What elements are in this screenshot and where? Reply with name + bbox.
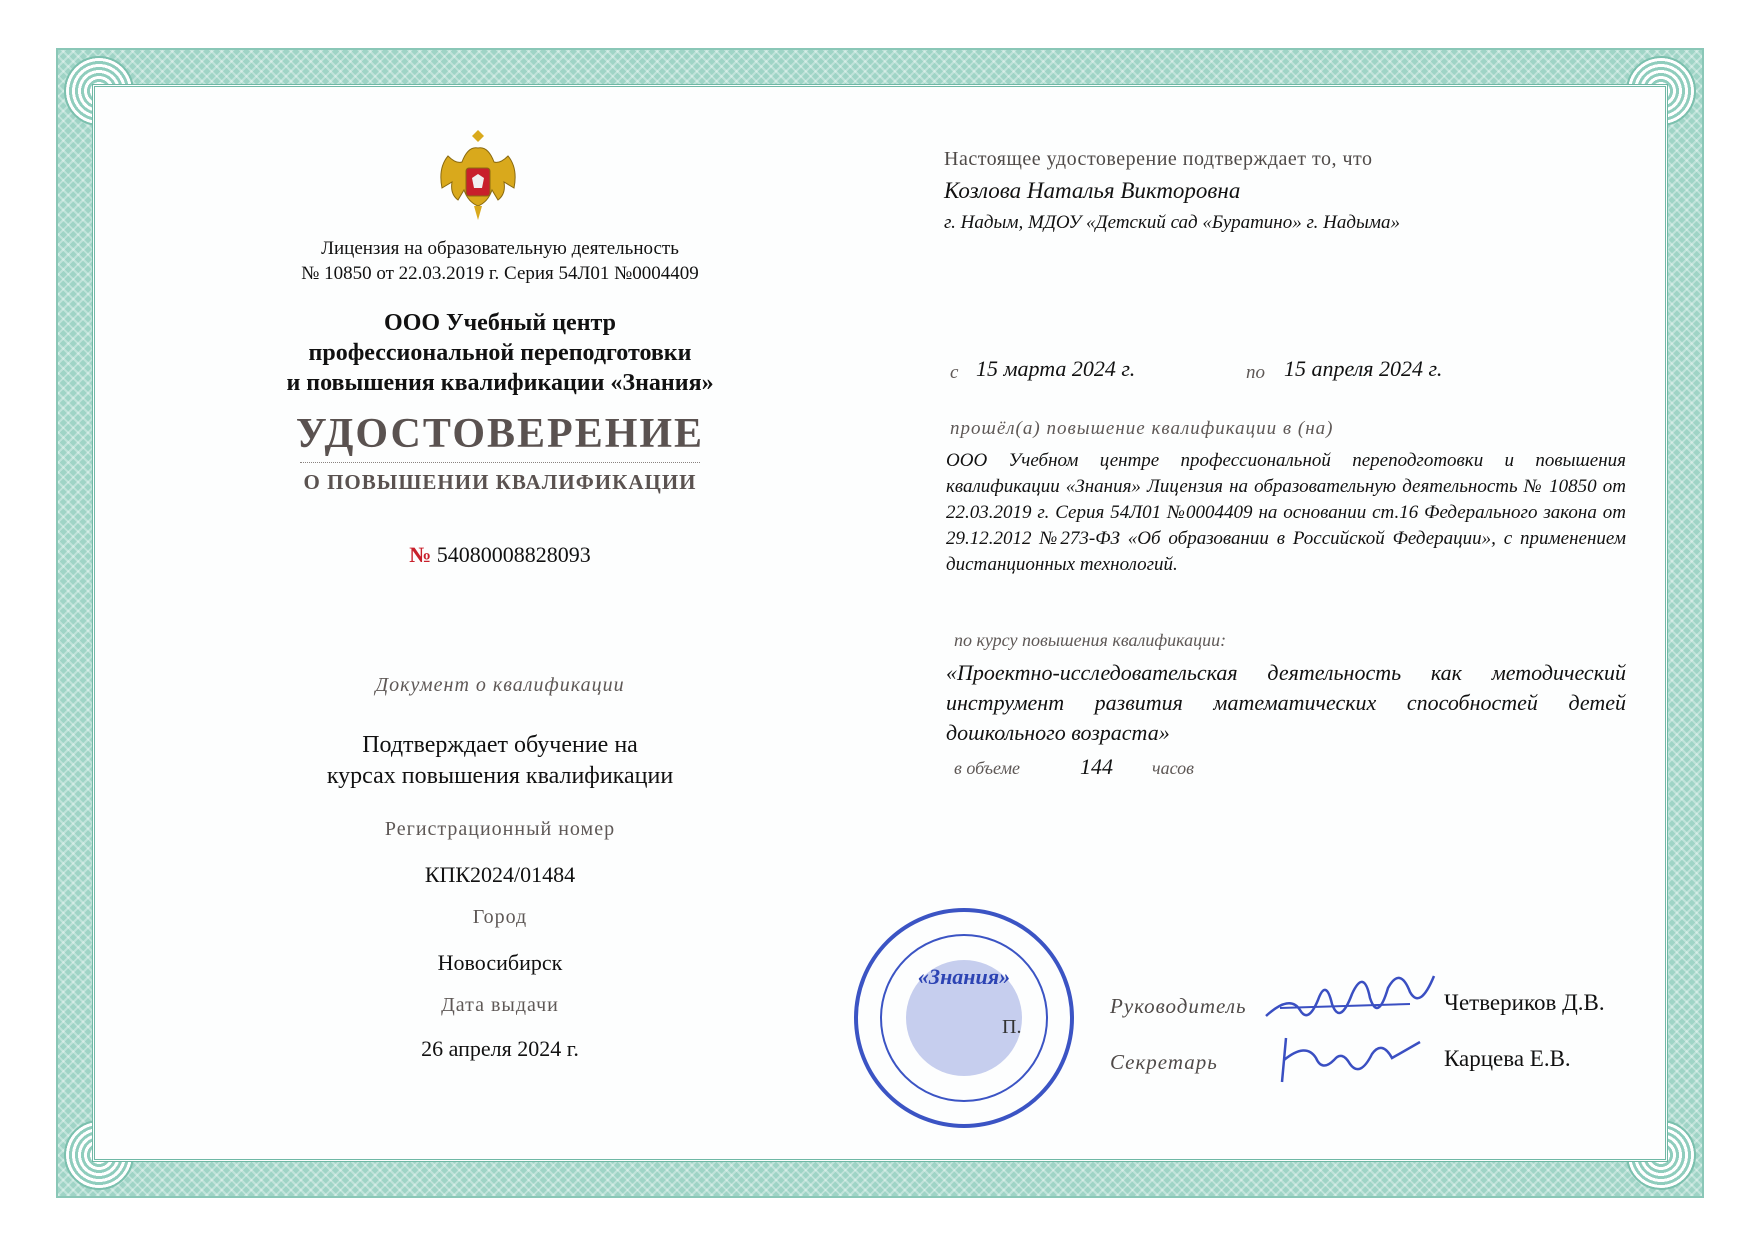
head-name: Четвериков Д.В. bbox=[1444, 990, 1605, 1015]
secretary-signature-icon bbox=[1276, 1028, 1426, 1088]
org-line-1: ООО Учебный центр bbox=[384, 310, 616, 336]
period-from-date: 15 марта 2024 г. bbox=[976, 356, 1136, 381]
head-signature-icon bbox=[1260, 964, 1440, 1034]
coat-of-arms-icon bbox=[428, 128, 528, 228]
number-sign: № bbox=[409, 542, 432, 567]
volume-value: 144 bbox=[1080, 754, 1113, 779]
city-value: Новосибирск bbox=[437, 950, 563, 975]
document-title: УДОСТОВЕРЕНИЕ bbox=[295, 411, 705, 457]
stamp-place-mark: П. bbox=[1002, 1016, 1022, 1038]
confirm-line-1: Подтверждает обучение на bbox=[362, 732, 638, 758]
document-subtitle: О ПОВЫШЕНИИ КВАЛИФИКАЦИИ bbox=[303, 470, 697, 494]
title-divider bbox=[300, 462, 700, 463]
hours-label: часов bbox=[1152, 758, 1194, 778]
secretary-role-label: Секретарь bbox=[1110, 1050, 1218, 1074]
period-from-label: с bbox=[950, 362, 959, 383]
course-label: по курсу повышения квалификации: bbox=[954, 630, 1227, 650]
holder-workplace: г. Надым, МДОУ «Детский сад «Буратино» г. Надыма» bbox=[944, 212, 1400, 233]
registration-number: КПК2024/01484 bbox=[424, 862, 576, 887]
org-line-2: профессиональной переподготовки bbox=[308, 340, 692, 366]
organization-name bbox=[200, 308, 800, 398]
confirm-line-2: курсах повышения квалификации bbox=[326, 763, 674, 789]
intro-text: Настоящее удостоверение подтверждает то, что bbox=[944, 148, 1373, 170]
secretary-name: Карцева Е.В. bbox=[1444, 1046, 1571, 1071]
period-to-date: 15 апреля 2024 г. bbox=[1284, 356, 1443, 381]
number-value: 54080008828093 bbox=[436, 542, 591, 567]
confirmation-text bbox=[200, 730, 800, 792]
license-number-line: № 10850 от 22.03.2019 г. Серия 54Л01 №0004409 bbox=[301, 263, 699, 284]
document-kind: Документ о квалификации bbox=[375, 674, 625, 696]
holder-name: Козлова Наталья Викторовна bbox=[944, 178, 1241, 203]
organization-stamp bbox=[854, 908, 1074, 1128]
training-organization-text: ООО Учебном центре профессиональной переподготовки и повышения квалификации «Знания» Лицензия на образовательную деятельность № 10850 от 22.03.2019 г. Серия 54Л01 №0004409 на основании ст.16 Федерального закона от 29.12.2012 №273-ФЗ «Об образовании в Российской Федерации», с применением дистанционных технологий. bbox=[946, 450, 1626, 575]
passed-label: прошёл(а) повышение квалификации в (на) bbox=[950, 418, 1334, 439]
issue-date-value: 26 апреля 2024 г. bbox=[421, 1036, 579, 1061]
org-line-3: и повышения квалификации «Знания» bbox=[286, 370, 714, 396]
head-role-label: Руководитель bbox=[1110, 994, 1247, 1018]
period-to-label: по bbox=[1246, 362, 1265, 383]
license-line: Лицензия на образовательную деятельность bbox=[321, 238, 679, 259]
issue-date-label: Дата выдачи bbox=[441, 994, 559, 1016]
city-label: Город bbox=[472, 906, 528, 928]
volume-label: в объеме bbox=[954, 758, 1021, 778]
course-title: «Проектно-исследовательская деятельность как методический инструмент развития математических способностей детей дошкольного возраста» bbox=[946, 660, 1626, 745]
certificate-number bbox=[300, 542, 700, 568]
registration-label: Регистрационный номер bbox=[384, 818, 616, 840]
stamp-text: «Знания» bbox=[917, 964, 1011, 989]
license-info bbox=[200, 236, 800, 286]
